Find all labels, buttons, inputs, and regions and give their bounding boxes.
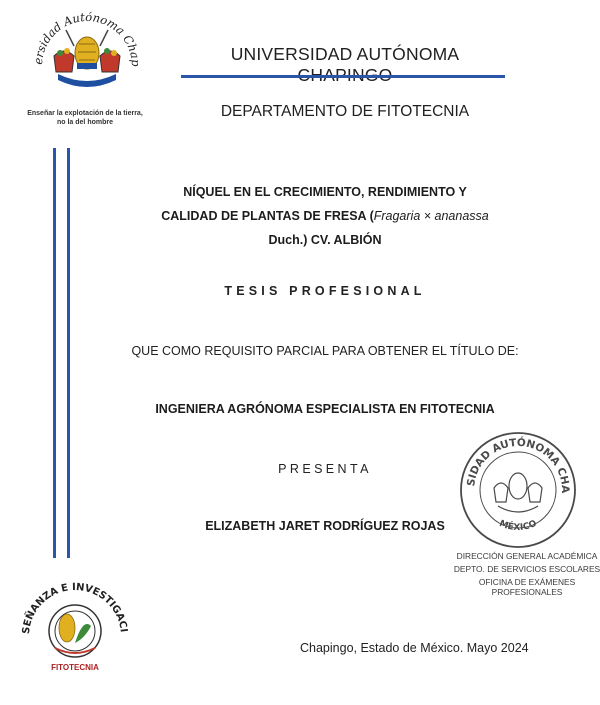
research-emblem-icon [49, 605, 101, 657]
official-stamp [453, 421, 578, 550]
stamp-ring-text: UNIVERSIDAD AUTÓNOMA CHAPINGO [453, 421, 572, 494]
stamp-line-3: OFICINA DE EXÁMENES PROFESIONALES [478, 577, 576, 597]
stamp-emblem-icon [494, 473, 542, 512]
thesis-title-line2-prefix: CALIDAD DE PLANTAS DE FRESA ( [161, 209, 374, 223]
header-rule [181, 75, 505, 78]
thesis-type: TESIS PROFESIONAL [224, 284, 426, 298]
thesis-title-line2 [130, 204, 520, 228]
stamp-line-1: DIRECCIÓN GENERAL ACADÉMICA [456, 551, 598, 561]
species-name: Fragaria × ananassa [373, 209, 489, 223]
university-name: UNIVERSIDAD AUTÓNOMA [230, 44, 460, 64]
thesis-title [130, 180, 520, 252]
degree-requirement: QUE COMO REQUISITO PARCIAL PARA OBTENER EL TÍTULO DE: [131, 344, 519, 358]
stamp-country: MÉXICO [497, 518, 539, 534]
stamp-line-2: DEPTO. DE SERVICIOS ESCOLARES [453, 564, 600, 574]
fruit-basket-right-icon [100, 48, 120, 72]
wheat-sheaf-icon [75, 37, 99, 69]
ribbon-icon [58, 74, 116, 87]
university-logo [15, 0, 150, 98]
department-logo-arc-text: ENSEÑANZA E INVESTIGACIÓN [10, 560, 129, 635]
thesis-title-line3: Duch.) CV. ALBIÓN [268, 233, 382, 247]
left-border-line-1 [53, 148, 56, 558]
university-logo-ring-text: Universidad Autónoma Chapingo [15, 0, 144, 67]
university-motto [20, 109, 150, 127]
department-logo [10, 560, 135, 678]
fruit-basket-left-icon [54, 48, 74, 72]
department-name: DEPARTAMENTO DE FITOTECNIA [220, 103, 470, 120]
place-and-date: Chapingo, Estado de México. Mayo 2024 [300, 641, 529, 655]
department-logo-label: FITOTECNIA [51, 663, 99, 672]
thesis-title-line1: NÍQUEL EN EL CRECIMIENTO, RENDIMIENTO Y [183, 185, 467, 199]
degree-title: INGENIERA AGRÓNOMA ESPECIALISTA EN FITOTECNIA [155, 402, 495, 416]
left-border-line-2 [67, 148, 70, 558]
university-motto-line2: no la del hombre [56, 119, 113, 126]
presents-label: PRESENTA [278, 462, 372, 476]
university-motto-line1: Enseñar la explotación de la tierra, [27, 110, 143, 117]
author-name: ELIZABETH JARET RODRÍGUEZ ROJAS [205, 519, 445, 533]
